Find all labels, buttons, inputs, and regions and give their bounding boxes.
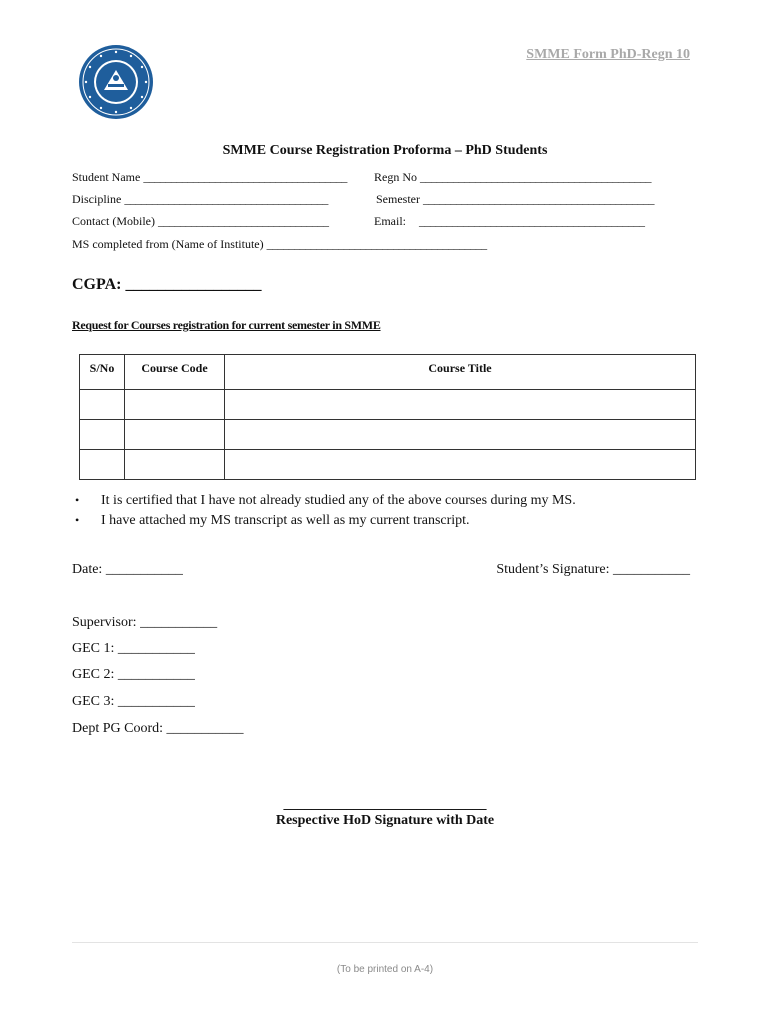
column-header-course-code: Course Code bbox=[125, 355, 225, 390]
declaration-text: It is certified that I have not already studied any of the above courses during my MS. bbox=[101, 493, 576, 508]
column-header-sno: S/No bbox=[80, 355, 125, 390]
courses-table bbox=[79, 354, 696, 480]
cell-sno[interactable] bbox=[80, 420, 125, 450]
semester-line: __________________________________________ bbox=[423, 192, 654, 206]
cell-sno[interactable] bbox=[80, 390, 125, 420]
gec3-field[interactable] bbox=[72, 694, 195, 710]
footer-note: (To be printed on A-4) bbox=[336, 964, 434, 975]
regn-no-line: __________________________________________ bbox=[420, 170, 651, 184]
cell-course-title[interactable] bbox=[225, 450, 696, 480]
student-name-label: Student Name bbox=[72, 170, 141, 184]
contact-label: Contact (Mobile) bbox=[72, 214, 155, 228]
table-row bbox=[80, 450, 696, 480]
discipline-label: Discipline bbox=[72, 192, 122, 206]
list-item bbox=[75, 490, 576, 510]
cell-course-code[interactable] bbox=[125, 390, 225, 420]
date-line: ___________ bbox=[105, 562, 183, 577]
table-row bbox=[80, 420, 696, 450]
cell-course-code[interactable] bbox=[125, 420, 225, 450]
date-label: Date: bbox=[72, 562, 103, 577]
cgpa-label: CGPA: bbox=[72, 276, 122, 293]
table-row bbox=[80, 390, 696, 420]
ms-completed-field[interactable] bbox=[72, 237, 487, 252]
regn-no-label: Regn No bbox=[374, 170, 417, 184]
student-signature-line: ___________ bbox=[613, 562, 690, 577]
footer-divider bbox=[72, 942, 698, 943]
gec3-label: GEC 3: bbox=[72, 694, 115, 709]
student-name-line: _____________________________________ bbox=[143, 170, 347, 184]
student-name-field[interactable] bbox=[72, 170, 347, 185]
pg-coord-field[interactable] bbox=[72, 721, 244, 737]
gec1-line: ___________ bbox=[117, 641, 195, 656]
cgpa-line: _________________ bbox=[125, 276, 262, 293]
email-field[interactable] bbox=[374, 214, 645, 229]
gec1-field[interactable] bbox=[72, 641, 195, 657]
declaration-text: I have attached my MS transcript as well as my current transcript. bbox=[101, 513, 470, 528]
table-header-row bbox=[80, 355, 696, 390]
semester-label: Semester bbox=[376, 192, 420, 206]
university-seal-logo bbox=[78, 44, 154, 120]
contact-field[interactable] bbox=[72, 214, 328, 229]
declaration-list bbox=[75, 490, 576, 530]
request-heading: Request for Courses registration for current semester in SMME bbox=[72, 318, 381, 332]
student-signature-label: Student’s Signature: bbox=[496, 562, 610, 577]
semester-field[interactable] bbox=[376, 192, 654, 207]
gec1-label: GEC 1: bbox=[72, 641, 115, 656]
cgpa-field[interactable] bbox=[72, 276, 261, 294]
supervisor-field[interactable] bbox=[72, 615, 217, 631]
bullet-icon: • bbox=[75, 513, 80, 527]
student-signature-field[interactable] bbox=[496, 562, 690, 578]
page-title: SMME Course Registration Proforma – PhD Students bbox=[222, 143, 548, 158]
cell-course-title[interactable] bbox=[225, 420, 696, 450]
list-item bbox=[75, 510, 576, 530]
email-line: _________________________________________ bbox=[419, 214, 645, 228]
email-label: Email: bbox=[374, 214, 406, 228]
cell-course-code[interactable] bbox=[125, 450, 225, 480]
pg-coord-label: Dept PG Coord: bbox=[72, 721, 163, 736]
ms-completed-line: ________________________________________ bbox=[266, 237, 487, 251]
hod-signature-label: Respective HoD Signature with Date bbox=[275, 813, 495, 828]
discipline-field[interactable] bbox=[72, 192, 328, 207]
contact-line: _______________________________ bbox=[157, 214, 329, 228]
ms-completed-label: MS completed from (Name of Institute) bbox=[72, 237, 264, 251]
bullet-icon: • bbox=[75, 493, 80, 507]
column-header-course-title: Course Title bbox=[225, 355, 696, 390]
date-field[interactable] bbox=[72, 562, 183, 578]
pg-coord-line: ___________ bbox=[166, 721, 244, 736]
regn-no-field[interactable] bbox=[374, 170, 651, 185]
cell-course-title[interactable] bbox=[225, 390, 696, 420]
gec2-field[interactable] bbox=[72, 667, 195, 683]
supervisor-label: Supervisor: bbox=[72, 615, 137, 630]
cell-sno[interactable] bbox=[80, 450, 125, 480]
gec2-line: ___________ bbox=[117, 667, 195, 682]
discipline-line: _____________________________________ bbox=[124, 192, 328, 206]
gec2-label: GEC 2: bbox=[72, 667, 115, 682]
supervisor-line: ___________ bbox=[140, 615, 218, 630]
hod-signature-line[interactable]: _____________________________ bbox=[283, 797, 487, 812]
form-id: SMME Form PhD-Regn 10 bbox=[526, 47, 690, 62]
gec3-line: ___________ bbox=[117, 694, 195, 709]
